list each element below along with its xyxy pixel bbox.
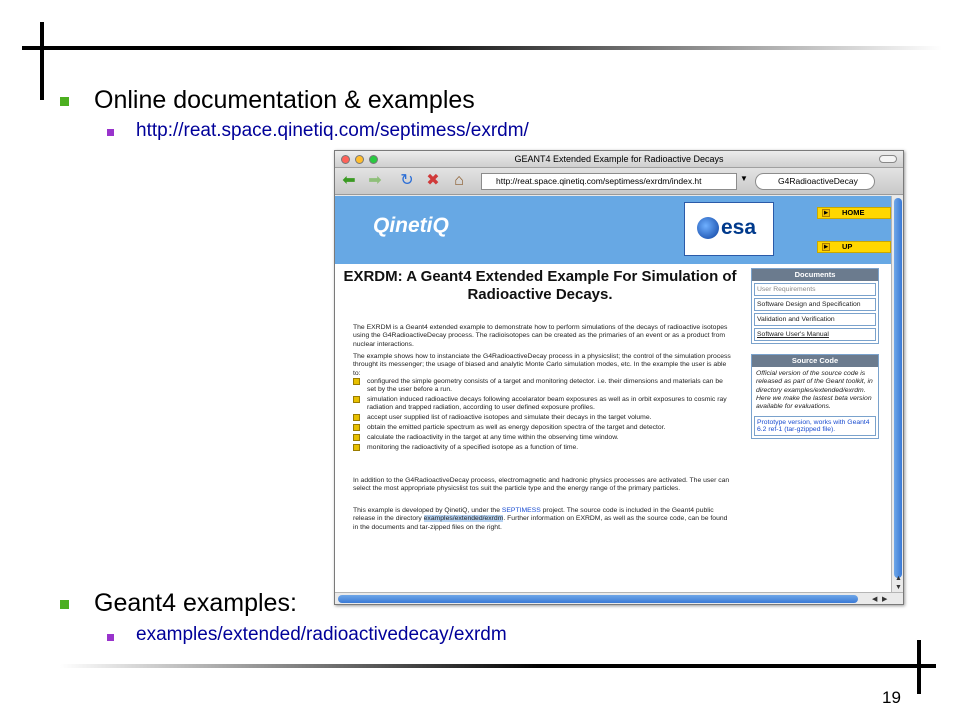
bullet-geant4-examples: Geant4 examples:	[94, 589, 297, 617]
feature-list	[353, 378, 733, 453]
bullet-marker	[60, 97, 69, 106]
bullet-icon	[353, 424, 360, 431]
scroll-left-icon[interactable]: ◀	[872, 596, 878, 603]
url-input[interactable]	[481, 173, 737, 190]
page-viewport	[335, 196, 891, 592]
home-icon[interactable]: ⌂	[454, 172, 464, 189]
examples-path: examples/extended/radioactivedecay/exrdm	[136, 624, 507, 645]
directory-highlight: examples/extended/exrdm	[423, 515, 504, 523]
scroll-right-icon[interactable]: ▶	[882, 596, 888, 603]
vertical-scroll-thumb[interactable]	[894, 198, 902, 578]
qinetiq-logo: QinetiQ	[373, 214, 449, 237]
home-nav-button[interactable]	[817, 207, 891, 219]
arrow-icon: ▶	[822, 243, 830, 251]
browser-window	[334, 150, 904, 605]
search-input[interactable]	[755, 173, 875, 190]
source-code-header: Source Code	[752, 355, 878, 367]
bullet-icon	[353, 396, 360, 403]
source-code-box	[751, 354, 879, 439]
esa-globe-icon	[697, 217, 719, 239]
up-nav-button[interactable]	[817, 241, 891, 253]
bullet-marker	[60, 600, 69, 609]
stop-icon[interactable]: ✖	[426, 172, 440, 189]
list-item: accept user supplied list of radioactive isotopes and simulate their decays in the target volume.	[353, 414, 733, 422]
documents-header: Documents	[752, 269, 878, 281]
doc-link-user-requirements[interactable]: User Requirements	[754, 283, 876, 296]
url-dropdown-icon[interactable]: ▼	[740, 174, 748, 183]
doc-link-software-design[interactable]: Software Design and Specification	[754, 298, 876, 311]
docs-url-link[interactable]: http://reat.space.qinetiq.com/septimess/exrdm/	[136, 120, 529, 141]
reload-icon[interactable]: ↻	[400, 172, 414, 189]
bullet-icon	[353, 414, 360, 421]
browser-toolbar	[335, 168, 903, 195]
page-number: 19	[882, 688, 901, 707]
doc-link-validation[interactable]: Validation and Verification	[754, 313, 876, 326]
horizontal-scroll-thumb[interactable]	[338, 595, 858, 603]
source-code-description: Official version of the source code is released as part of the Geant toolkit, in directory examples/extended/exrdm. Here we make the lastest beta version available for evaluations.	[756, 370, 873, 411]
list-item: obtain the emitted particle spectrum as well as energy deposition spectra of the target and detector.	[353, 424, 733, 432]
documents-box	[751, 268, 879, 344]
frame-line-horizontal-top	[22, 46, 942, 50]
prototype-download-link[interactable]: Prototype version, works with Geant4 6.2 ref-1 (tar-gzipped file).	[754, 416, 876, 436]
window-title: GEANT4 Extended Example for Radioactive Decays	[514, 154, 724, 164]
page-title: EXRDM: A Geant4 Extended Example For Simulation of Radioactive Decays.	[343, 268, 737, 303]
frame-line-vertical-top	[40, 22, 44, 100]
bullet-icon	[353, 444, 360, 451]
close-window-button[interactable]	[341, 155, 350, 164]
minimize-window-button[interactable]	[355, 155, 364, 164]
scroll-down-icon[interactable]: ▼	[895, 584, 902, 591]
url-text: http://reat.space.qinetiq.com/septimess/exrdm/index.ht	[496, 176, 702, 186]
list-item: configured the simple geometry consists of a target and monitoring detector. i.e. their dimensions and materials can be set by the user before a run.	[353, 378, 733, 395]
zoom-window-button[interactable]	[369, 155, 378, 164]
list-item: monitoring the radioactivity of a specified isotope as a function of time.	[353, 444, 733, 452]
esa-logo-text: esa	[721, 216, 757, 239]
scroll-up-icon[interactable]: ▲	[895, 575, 902, 582]
usage-paragraph: The example shows how to instanciate the G4RadioactiveDecay process in a physicslist; the control of the simulation process throught its messenger; the usage of biased and analytic Monte Carlo simulation modes, etc. In the example the user is able to:	[353, 353, 731, 377]
physics-paragraph: In addition to the G4RadioactiveDecay process, electromagnetic and hadronic physics processes are activated. The user can select the most appropriate physicslist tos suit the particle type and the energy range of the primary particles.	[353, 477, 730, 493]
esa-logo	[684, 202, 774, 256]
forward-arrow-icon[interactable]: ➡	[368, 172, 382, 189]
home-nav-label: HOME	[842, 208, 865, 217]
frame-line-horizontal-bottom	[60, 664, 936, 668]
bullet-online-docs: Online documentation & examples	[94, 86, 475, 114]
browser-titlebar	[335, 151, 903, 168]
list-item: calculate the radioactivity in the target at any time within the observing time window.	[353, 434, 733, 442]
site-header	[335, 196, 891, 264]
bullet-icon	[353, 378, 360, 385]
bullet-icon	[353, 434, 360, 441]
doc-link-user-manual[interactable]: Software User's Manual	[754, 328, 876, 341]
arrow-icon: ▶	[822, 209, 830, 217]
developer-paragraph: This example is developed by QinetiQ, under the SEPTIMESS project. The source code is included in the Geant4 public release in the directory examples/extended/exrdm. Further information on EXRDM, as well as the source code, can be found in the documents and tar-zipped files on the right.	[353, 507, 728, 531]
sub-bullet-marker	[107, 634, 114, 641]
toolbar-toggle-button[interactable]	[879, 155, 897, 163]
up-nav-label: UP	[842, 242, 853, 251]
vertical-scrollbar[interactable]	[891, 196, 904, 592]
search-text: G4RadioactiveDecay	[778, 176, 858, 186]
intro-paragraph: The EXRDM is a Geant4 extended example to demonstrate how to perform simulations of the decays of radioactive isotopes using the G4RadioactiveDecay process. The radioisotopes can be created as the primaries of an event or as a product from nuclear interactions.	[353, 324, 728, 348]
septimess-link[interactable]: SEPTIMESS	[501, 507, 541, 514]
sub-bullet-marker	[107, 129, 114, 136]
back-arrow-icon[interactable]: ⬅	[342, 172, 356, 189]
list-item: simulation induced radioactive decays following accelarator beam exposures as well as in orbit exposures to cosmic ray radiation and trapped radiation, according to user defined exposure profiles.	[353, 396, 733, 413]
horizontal-scrollbar[interactable]	[335, 592, 904, 605]
